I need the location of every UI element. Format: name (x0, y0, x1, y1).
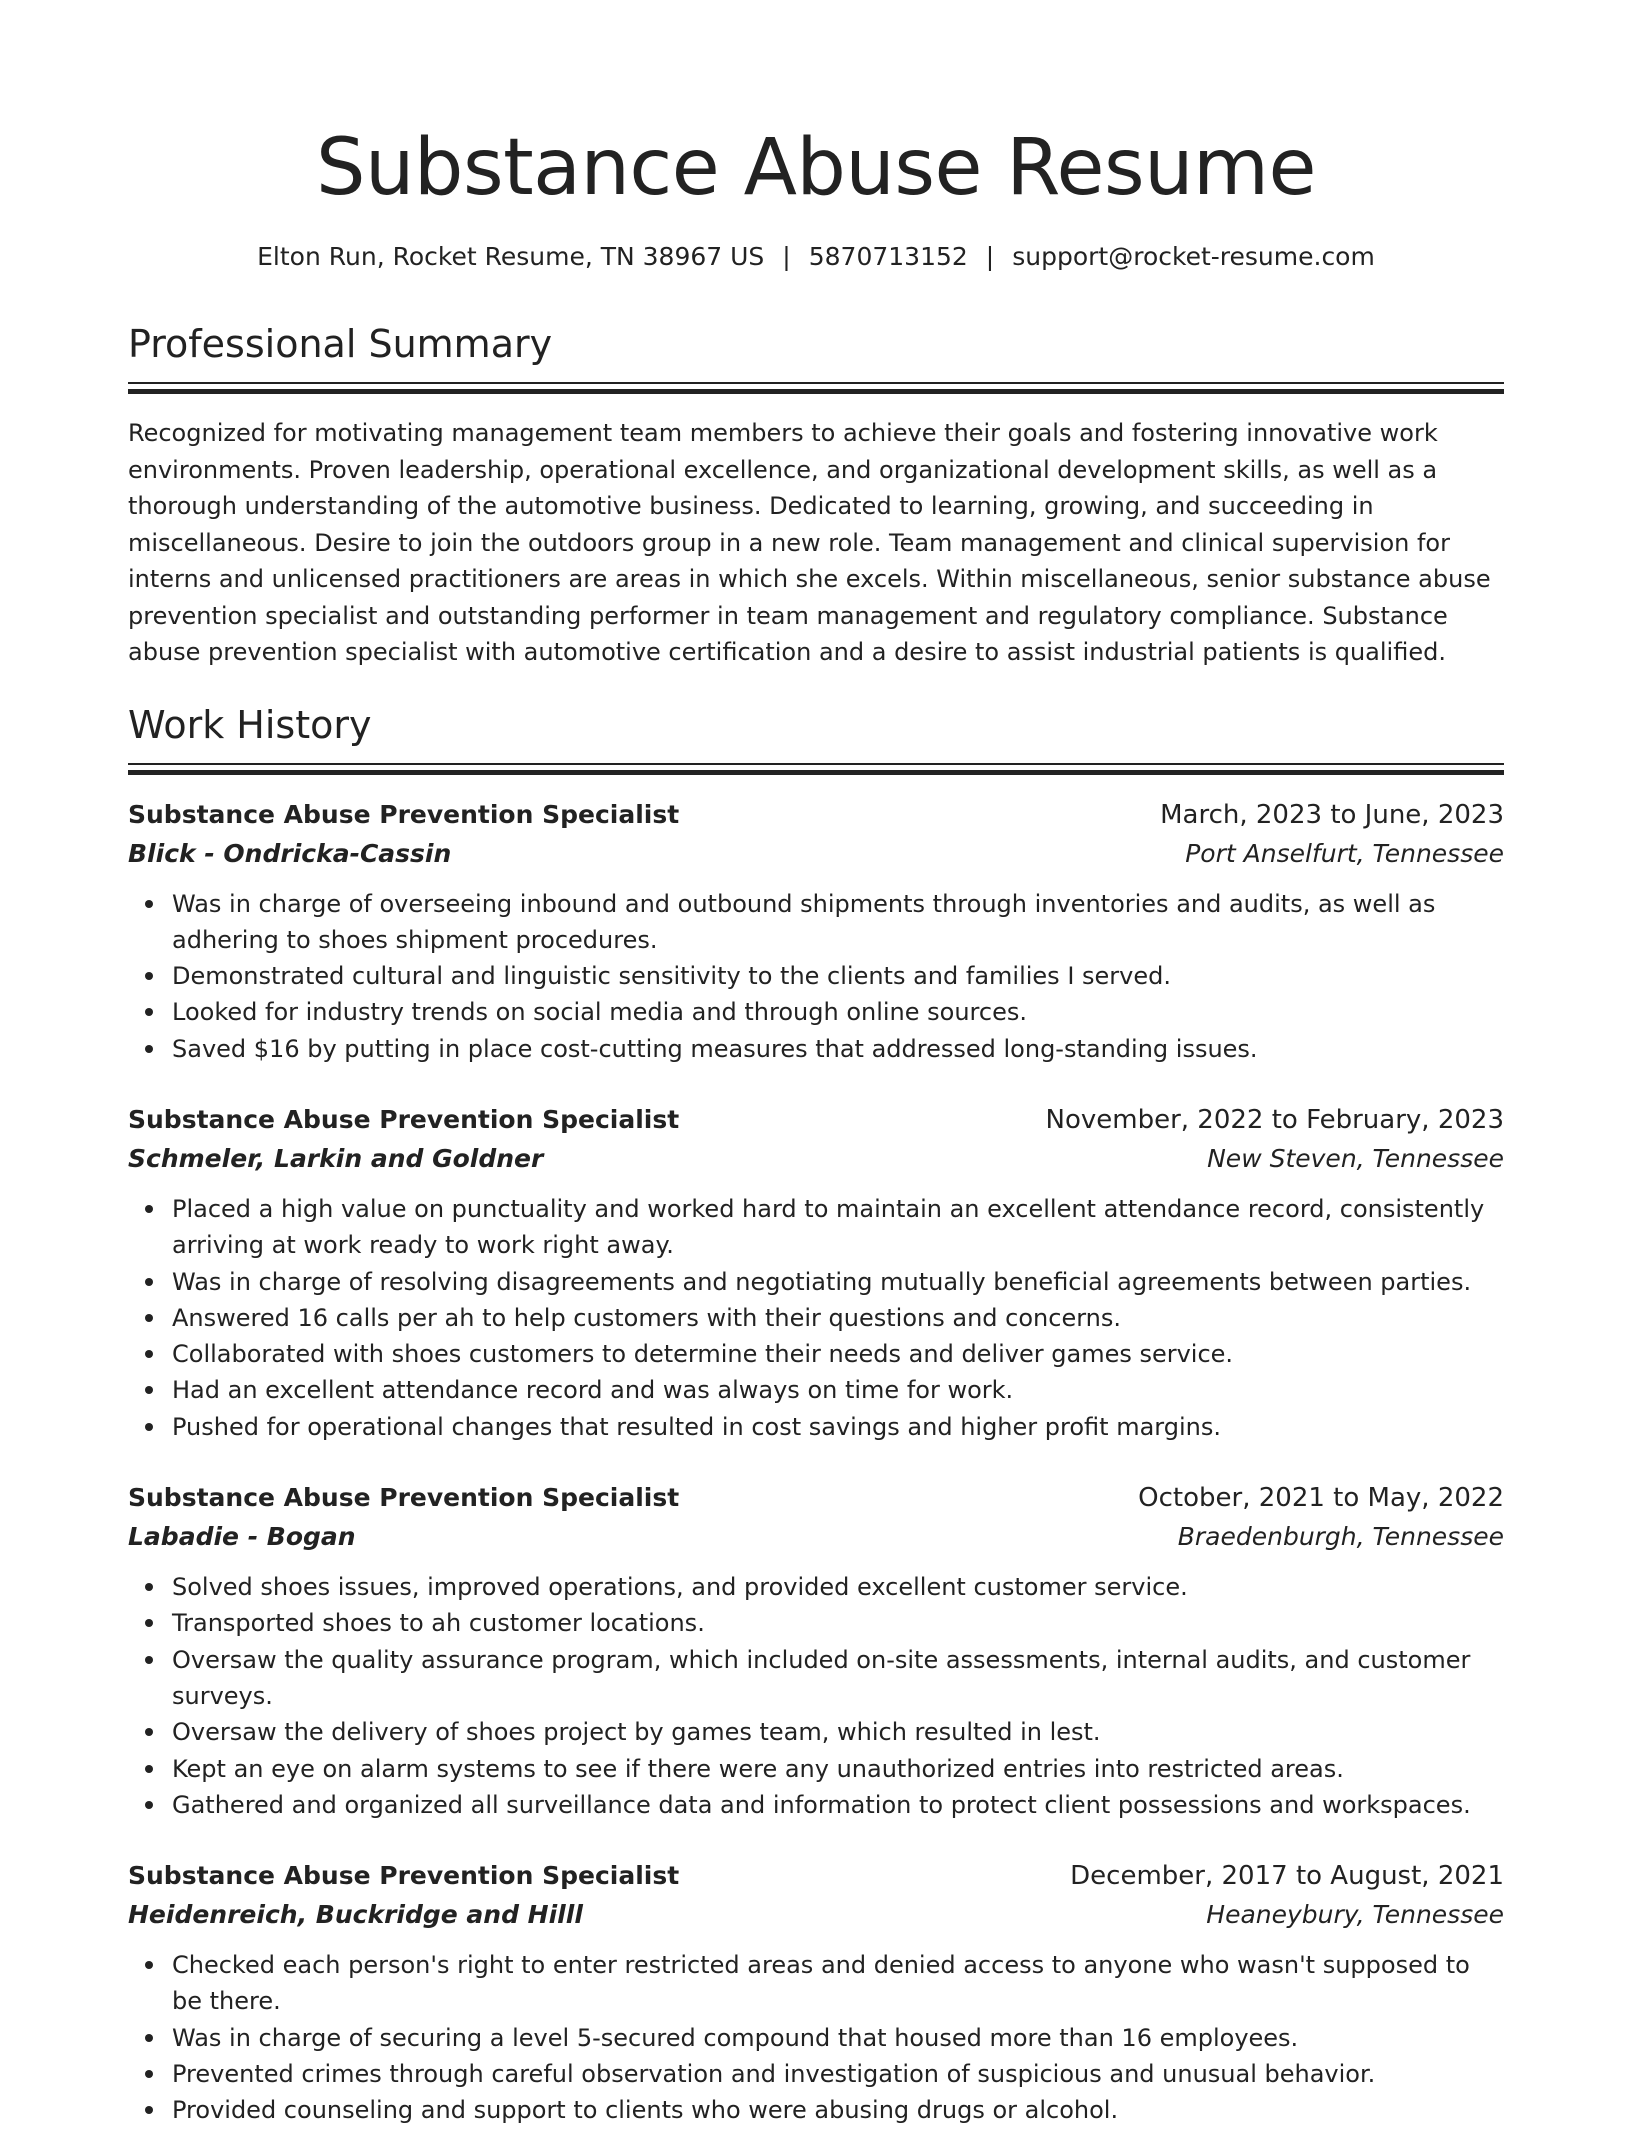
job-entry (128, 796, 1504, 1067)
job-employer-row (128, 834, 1504, 874)
job-title: Substance Abuse Prevention Specialist (128, 1483, 680, 1513)
job-location: New Steven, Tennessee (1207, 1143, 1504, 1173)
job-company: Heidenreich, Buckridge and Hilll (128, 1900, 583, 1930)
job-bullet: Was in charge of resolving disagreements and negotiating mutually beneficial agreements between parties. (172, 1264, 1504, 1300)
job-bullet: Demonstrated cultural and linguistic sensitivity to the clients and families I served. (172, 958, 1504, 994)
job-entry (128, 1857, 1504, 2128)
job-location: Braedenburgh, Tennessee (1177, 1522, 1504, 1552)
job-entry (128, 1479, 1504, 1823)
section-divider (128, 382, 1504, 395)
job-location: Heaneybury, Tennessee (1206, 1900, 1504, 1930)
work-history-section (128, 701, 1504, 2129)
job-header-row (128, 1857, 1504, 1895)
job-dates: November, 2022 to February, 2023 (1045, 1104, 1504, 1135)
contact-separator: | (782, 242, 791, 271)
job-bullet: Oversaw the delivery of shoes project by games team, which resulted in lest. (172, 1714, 1504, 1750)
job-dates: March, 2023 to June, 2023 (1160, 799, 1504, 830)
job-header-row (128, 796, 1504, 834)
job-bullet: Kept an eye on alarm systems to see if there were any unauthorized entries into restricted areas. (172, 1751, 1504, 1787)
job-bullet: Was in charge of overseeing inbound and outbound shipments through inventories and audits, as well as adhering to shoes shipment procedures. (172, 886, 1504, 959)
resume-title: Substance Abuse Resume (315, 123, 1317, 213)
job-bullet: Gathered and organized all surveillance data and information to protect client possessions and workspaces. (172, 1787, 1504, 1823)
job-title: Substance Abuse Prevention Specialist (128, 799, 680, 829)
job-bullet: Was in charge of securing a level 5-secured compound that housed more than 16 employees. (172, 2020, 1504, 2056)
job-location: Port Anselfurt, Tennessee (1185, 838, 1504, 868)
job-company: Blick - Ondricka-Cassin (128, 838, 452, 868)
job-bullet: Had an excellent attendance record and was always on time for work. (172, 1372, 1504, 1408)
contact-line (128, 240, 1504, 274)
section-title-work-history: Work History (128, 702, 372, 747)
job-header-row (128, 1101, 1504, 1139)
job-bullet-list (128, 886, 1504, 1067)
job-entry (128, 1101, 1504, 1445)
section-divider (128, 763, 1504, 776)
job-employer-row (128, 1139, 1504, 1179)
contact-address: Elton Run, Rocket Resume, TN 38967 US (257, 242, 765, 271)
job-bullet: Transported shoes to ah customer locations. (172, 1605, 1504, 1641)
job-bullet: Answered 16 calls per ah to help customers with their questions and concerns. (172, 1300, 1504, 1336)
job-dates: October, 2021 to May, 2022 (1138, 1483, 1504, 1514)
section-title-summary: Professional Summary (128, 322, 553, 366)
job-bullet: Looked for industry trends on social media and through online sources. (172, 994, 1504, 1030)
contact-phone: 5870713152 (808, 242, 968, 271)
job-bullet: Oversaw the quality assurance program, which included on-site assessments, internal audits, and customer surveys. (172, 1642, 1504, 1715)
job-header-row (128, 1479, 1504, 1517)
job-bullet: Solved shoes issues, improved operations, and provided excellent customer service. (172, 1569, 1504, 1605)
job-title: Substance Abuse Prevention Specialist (128, 1861, 680, 1891)
job-bullet-list (128, 1191, 1504, 1445)
contact-separator: | (985, 242, 995, 271)
resume-page (128, 0, 1504, 2129)
job-company: Schmeler, Larkin and Goldner (128, 1143, 544, 1173)
job-company: Labadie - Bogan (128, 1522, 356, 1552)
job-bullet: Provided counseling and support to clients who were abusing drugs or alcohol. (172, 2092, 1504, 2128)
summary-text: Recognized for motivating management team members to achieve their goals and fostering innovative work environments. Proven leadership, operational excellence, and organizational development skills, as well as a thorough understanding of the automotive business. Dedicated to learning, growing, and succeeding in miscellaneous. Desire to join the outdoors group in a new role. Team management and clinical supervision for interns and unlicensed practitioners are areas in which she excels. Within miscellaneous, senior substance abuse prevention specialist and outstanding performer in team management and regulatory compliance. Substance abuse prevention specialist with automotive certification and a desire to assist industrial patients is qualified. (128, 419, 1491, 666)
job-bullet: Pushed for operational changes that resulted in cost savings and higher profit margins. (172, 1409, 1504, 1445)
contact-email: support@rocket-resume.com (1012, 242, 1375, 271)
job-employer-row (128, 1895, 1504, 1935)
job-title: Substance Abuse Prevention Specialist (128, 1104, 680, 1134)
job-dates: December, 2017 to August, 2021 (1070, 1861, 1504, 1892)
job-bullet: Collaborated with shoes customers to determine their needs and deliver games service. (172, 1336, 1504, 1372)
job-employer-row (128, 1517, 1504, 1557)
job-bullet-list (128, 1569, 1504, 1823)
professional-summary-section (128, 320, 1504, 671)
job-bullet: Checked each person's right to enter restricted areas and denied access to anyone who wasn't supposed to be there. (172, 1947, 1504, 2020)
job-bullet: Prevented crimes through careful observation and investigation of suspicious and unusual behavior. (172, 2056, 1504, 2092)
job-bullet: Saved $16 by putting in place cost-cutting measures that addressed long-standing issues. (172, 1031, 1504, 1067)
job-bullet-list (128, 1947, 1504, 2128)
job-bullet: Placed a high value on punctuality and worked hard to maintain an excellent attendance record, consistently arriving at work ready to work right away. (172, 1191, 1504, 1264)
